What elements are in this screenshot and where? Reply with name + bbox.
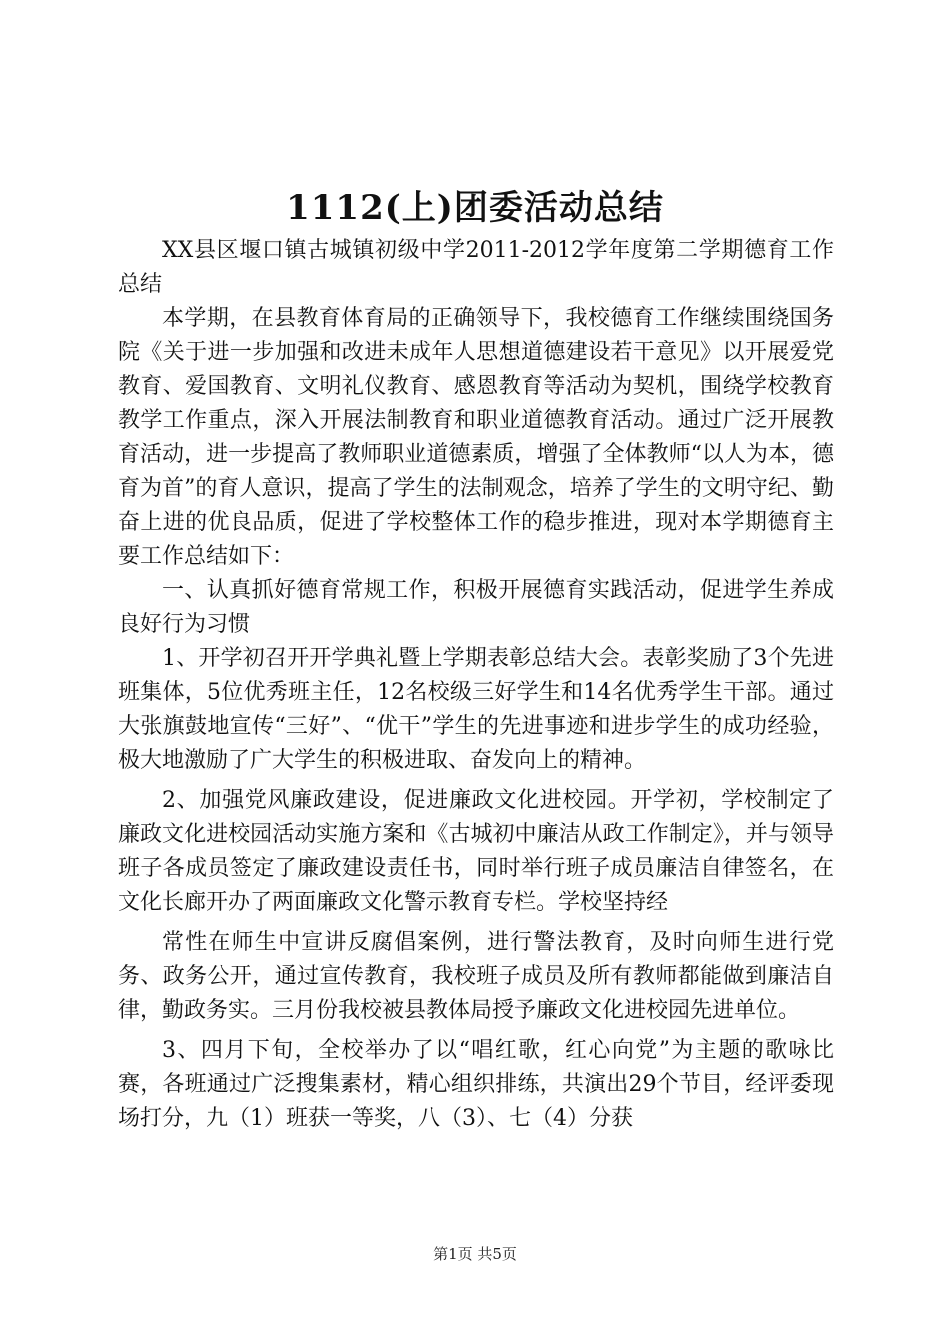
document-title: 1112(上)团委活动总结 <box>286 188 664 228</box>
document-body <box>118 234 834 1136</box>
item-3-paragraph: 3、四月下旬，全校举办了以“唱红歌，红心向党”为主题的歌咏比赛，各班通过广泛搜集素材，精心组织排练，共演出29个节目，经评委现场打分，九（1）班获一等奖，八（3）、七（4）分获 <box>118 1038 834 1131</box>
subtitle-paragraph: XX县区堰口镇古城镇初级中学2011-2012学年度第二学期德育工作总结 <box>118 238 834 297</box>
continuation-paragraph: 常性在师生中宣讲反腐倡案例，进行警法教育，及时向师生进行党务、政务公开，通过宣传教育，我校班子成员及所有教师都能做到廉洁自律，勤政务实。三月份我校被县教体局授予廉政文化进校园先进单位。 <box>118 930 834 1023</box>
page-number-footer: 第1页 共5页 <box>433 1245 517 1263</box>
item-2-paragraph: 2、加强党风廉政建设，促进廉政文化进校园。开学初，学校制定了廉政文化进校园活动实施方案和《古城初中廉洁从政工作制定》，并与领导班子各成员签定了廉政建设责任书，同时举行班子成员廉洁自律签名，在文化长廊开办了两面廉政文化警示教育专栏。学校坚持经 <box>118 788 834 915</box>
intro-paragraph: 本学期，在县教育体育局的正确领导下，我校德育工作继续围绕国务院《关于进一步加强和改进未成年人思想道德建设若干意见》以开展爱党教育、爱国教育、文明礼仪教育、感恩教育等活动为契机，围绕学校教育教学工作重点，深入开展法制教育和职业道德教育活动。通过广泛开展教育活动，进一步提高了教师职业道德素质，增强了全体教师“以人为本，德育为首”的育人意识，提高了学生的法制观念，培养了学生的文明守纪、勤奋上进的优良品质，促进了学校整体工作的稳步推进，现对本学期德育主要工作总结如下： <box>118 306 834 569</box>
item-1-paragraph: 1、开学初召开开学典礼暨上学期表彰总结大会。表彰奖励了3个先进班集体，5位优秀班主任，12名校级三好学生和14名优秀学生干部。通过大张旗鼓地宣传“三好”、“优干”学生的先进事迹和进步学生的成功经验，极大地激励了广大学生的积极进取、奋发向上的精神。 <box>118 646 834 773</box>
section-heading-1: 一、认真抓好德育常规工作，积极开展德育实践活动，促进学生养成良好行为习惯 <box>118 578 834 637</box>
